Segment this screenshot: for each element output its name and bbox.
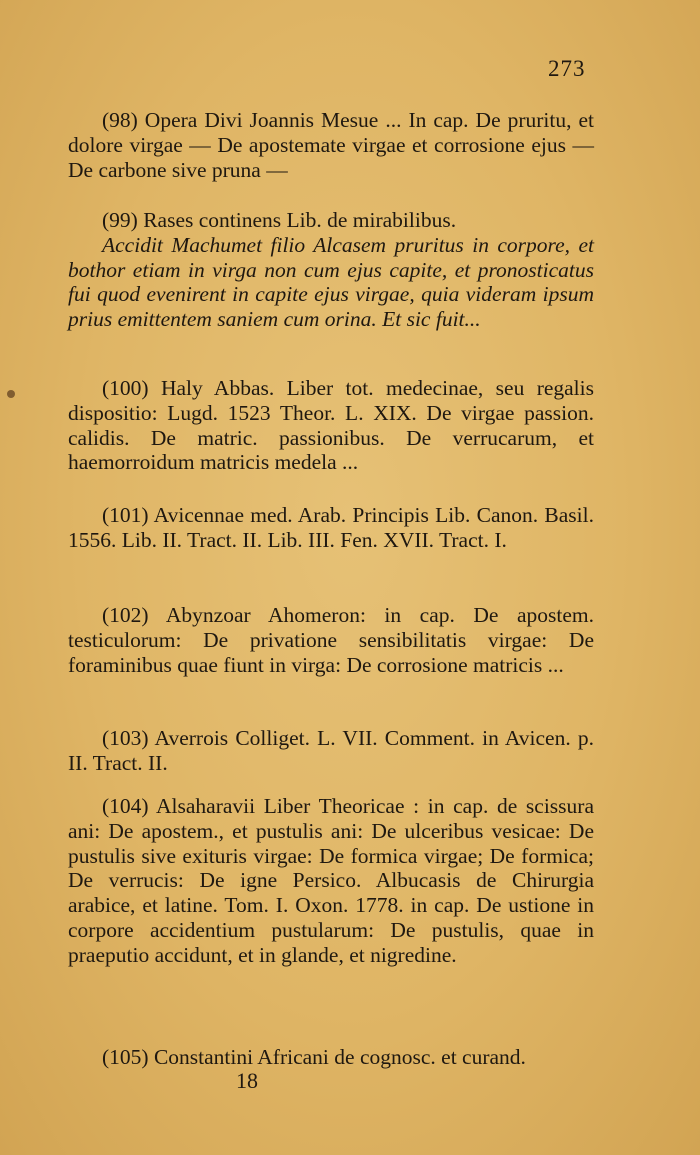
entry-103 <box>68 726 594 776</box>
entry-105-text: (105) Constantini Africani de cognosc. et curand. <box>102 1045 526 1069</box>
entry-104 <box>68 794 594 968</box>
entry-99 <box>68 208 594 332</box>
entry-101 <box>68 503 594 553</box>
entry-103-text: (103) Averrois Colliget. L. VII. Comment. in Avicen. p. II. Tract. II. <box>68 726 594 775</box>
entry-102 <box>68 603 594 677</box>
entry-98 <box>68 108 594 182</box>
page-number: 273 <box>548 56 586 81</box>
entry-104-text: (104) Alsaharavii Liber Theoricae : in cap. de scissura ani: De apostem., et pustulis ani: De ulceribus vesicae: De pustulis sive exituris virgae: De formica virgae; De formica; De verrucis: De igne Persico. Albucasis de Chirurgia arabice, et latine. Tom. I. Oxon. 1778. in cap. De ustione in corpore accidentium pustularum: De pustulis, quae in praeputio accidunt, et in glande, et nigredine. <box>68 794 594 967</box>
signature-mark: 18 <box>236 1068 258 1093</box>
ink-spot <box>7 390 15 398</box>
entry-101-text: (101) Avicennae med. Arab. Principis Lib. Canon. Basil. 1556. Lib. II. Tract. II. Lib. III. Fen. XVII. Tract. I. <box>68 503 594 552</box>
entry-98-text: (98) Opera Divi Joannis Mesue ... In cap. De pruritu, et dolore virgae — De apostemate virgae et corrosione ejus — De carbone sive pruna — <box>68 108 594 182</box>
entry-99-text: (99) Rases continens Lib. de mirabilibus. <box>102 208 457 232</box>
entry-105 <box>68 1045 594 1070</box>
entry-100 <box>68 376 594 475</box>
entry-102-text: (102) Abynzoar Ahomeron: in cap. De apostem. testiculorum: De privatione sensibilitatis virgae: De foraminibus quae fiunt in virga: De corrosione matricis ... <box>68 603 594 677</box>
entry-99-quote: Accidit Machumet filio Alcasem pruritus in corpore, et bothor etiam in virga non cum ejus capite, et pronosticatus fui quod evenirent in capite ejus virgae, quia videram ipsum prius emittentem saniem cum orina. Et sic fuit... <box>68 232 594 332</box>
entry-100-text: (100) Haly Abbas. Liber tot. medecinae, seu regalis dispositio: Lugd. 1523 Theor. L. XIX. De virgae passion. calidis. De matric. passionibus. De verrucarum, et haemorroidum matricis medela ... <box>68 376 594 475</box>
